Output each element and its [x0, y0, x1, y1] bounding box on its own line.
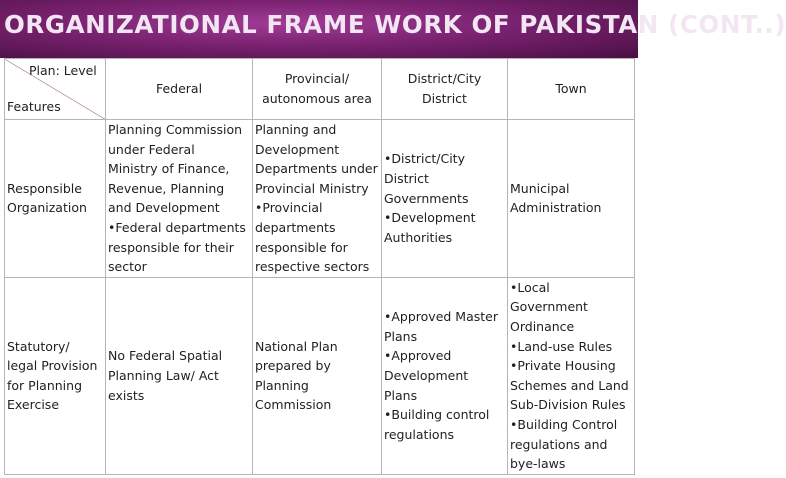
cell-line: respective sectors: [255, 259, 370, 275]
cell-line: •Building control: [384, 407, 490, 423]
cell-line: responsible for their: [108, 239, 234, 255]
federal-cell: [106, 120, 253, 278]
framework-table: [4, 58, 635, 475]
cell-line: Development: [255, 141, 340, 157]
cell-line: for Planning: [7, 377, 83, 393]
cell-line: Plans: [384, 328, 418, 344]
cell-line: Sub-Division Rules: [510, 397, 626, 413]
feature-cell: [5, 120, 106, 278]
cell-line: Planning Commission: [108, 122, 243, 137]
cell-line: legal Provision: [7, 358, 98, 374]
cell-line: prepared by: [255, 358, 331, 374]
cell-line: departments: [255, 219, 336, 235]
cell-line: Statutory/: [7, 338, 70, 354]
cell-line: Government: [510, 299, 588, 315]
table-header-row: [5, 59, 635, 120]
district-cell: [382, 277, 508, 474]
header-town: Town: [508, 59, 635, 120]
town-cell: [508, 120, 635, 278]
header-district-line: District: [422, 91, 467, 106]
cell-line: •District/City: [384, 151, 465, 167]
town-cell: [508, 277, 635, 474]
cell-line: •Private Housing: [510, 358, 616, 374]
cell-line: Ministry of Finance,: [108, 161, 230, 177]
cell-line: exists: [108, 387, 145, 403]
header-provincial-line: Provincial/: [284, 71, 350, 87]
header-provincial-line: autonomous area: [262, 91, 372, 106]
cell-line: under Federal: [108, 141, 195, 157]
feature-cell: [5, 277, 106, 474]
cell-line: Departments under: [255, 161, 378, 177]
header-federal: Federal: [106, 59, 253, 120]
cell-line: District: [384, 170, 429, 186]
provincial-cell: [253, 277, 382, 474]
cell-line: •Approved: [384, 348, 452, 364]
corner-label-plan-level: Plan: Level: [29, 63, 97, 78]
header-district: [382, 59, 508, 120]
table-row-responsible-organization: [5, 120, 635, 278]
cell-line: and Development: [108, 200, 220, 216]
cell-line: Development: [384, 367, 469, 383]
cell-line: •Federal departments: [108, 219, 246, 235]
cell-line: Exercise: [7, 397, 60, 413]
cell-line: sector: [108, 259, 147, 275]
table-row-statutory-provision: [5, 277, 635, 474]
provincial-cell: [253, 120, 382, 278]
cell-line: Schemes and Land: [510, 377, 629, 393]
cell-line: regulations: [384, 426, 455, 442]
cell-line: Governments: [384, 190, 469, 206]
federal-cell: [106, 277, 253, 474]
cell-line: Responsible: [7, 180, 82, 196]
cell-line: •Building Control: [510, 416, 618, 432]
cell-line: Planning: [255, 377, 309, 393]
corner-label-features: Features: [7, 99, 61, 115]
cell-line: regulations and: [510, 436, 608, 452]
cell-line: Revenue, Planning: [108, 180, 225, 196]
cell-line: Ordinance: [510, 318, 575, 334]
district-cell: [382, 120, 508, 278]
slide-title: ORGANIZATIONAL FRAME WORK OF PAKISTAN (CONT..): [4, 10, 786, 39]
cell-line: Plans: [384, 387, 418, 403]
header-provincial: [253, 59, 382, 120]
header-district-line: District/City: [407, 71, 482, 87]
cell-line: Authorities: [384, 229, 453, 245]
cell-line: Provincial Ministry: [255, 180, 369, 196]
cell-line: National Plan: [255, 338, 338, 354]
cell-line: Organization: [7, 200, 87, 216]
cell-line: Commission: [255, 397, 332, 413]
cell-line: •Land-use Rules: [510, 338, 613, 354]
cell-line: Municipal: [510, 180, 570, 196]
cell-line: No Federal Spatial: [108, 348, 223, 364]
cell-line: bye-laws: [510, 456, 566, 472]
cell-line: Planning and: [255, 122, 337, 137]
cell-line: Administration: [510, 200, 602, 216]
cell-line: •Provincial: [255, 200, 323, 216]
cell-line: Planning Law/ Act: [108, 367, 219, 383]
header-corner-cell: [5, 59, 106, 120]
cell-line: •Local: [510, 279, 550, 295]
cell-line: responsible for: [255, 239, 348, 255]
cell-line: •Development: [384, 210, 476, 226]
cell-line: •Approved Master: [384, 309, 498, 325]
title-bar: [0, 0, 786, 58]
